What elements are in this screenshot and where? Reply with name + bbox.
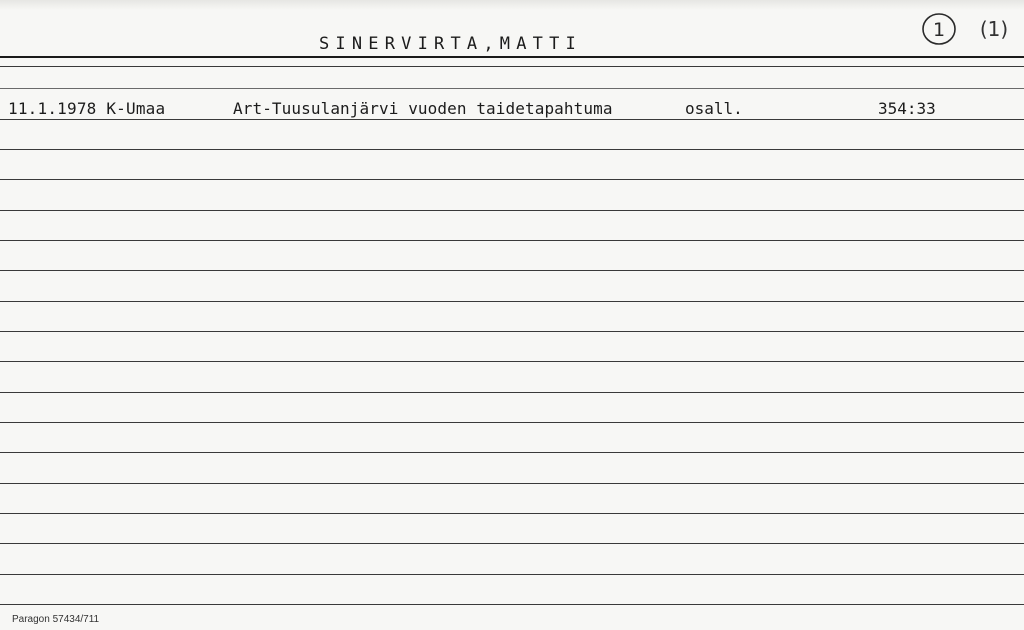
ruled-line <box>0 66 1024 67</box>
entry-title: Art-Tuusulanjärvi vuoden taidetapahtuma <box>233 99 613 118</box>
ruled-line <box>0 210 1024 211</box>
ruled-line <box>0 483 1024 484</box>
ruled-line <box>0 513 1024 514</box>
handwritten-mark-circled: 1 <box>932 19 946 41</box>
ruled-line <box>0 452 1024 453</box>
ruled-line <box>0 88 1024 89</box>
ruled-line <box>0 331 1024 332</box>
ruled-line <box>0 270 1024 271</box>
ruled-line <box>0 422 1024 423</box>
handwritten-mark-parenthesized: (1) <box>979 17 1009 41</box>
ruled-line <box>0 119 1024 120</box>
header-rule <box>0 56 1024 58</box>
ruled-line <box>0 392 1024 393</box>
ruled-line <box>0 574 1024 575</box>
ruled-line <box>0 604 1024 605</box>
name-heading: SINERVIRTA,MATTI <box>319 34 582 54</box>
ruled-line <box>0 149 1024 150</box>
ruled-line <box>0 543 1024 544</box>
card-edge-shadow <box>0 0 1024 10</box>
ruled-line <box>0 361 1024 362</box>
handwritten-number-marks <box>918 10 1022 50</box>
entry-role: osall. <box>685 99 743 118</box>
entry-reference: 354:33 <box>878 99 936 118</box>
ruled-line <box>0 179 1024 180</box>
ruled-line <box>0 240 1024 241</box>
ruled-line <box>0 301 1024 302</box>
entry-date-place: 11.1.1978 K-Umaa <box>8 99 166 118</box>
printer-imprint: Paragon 57434/711 <box>12 614 100 625</box>
